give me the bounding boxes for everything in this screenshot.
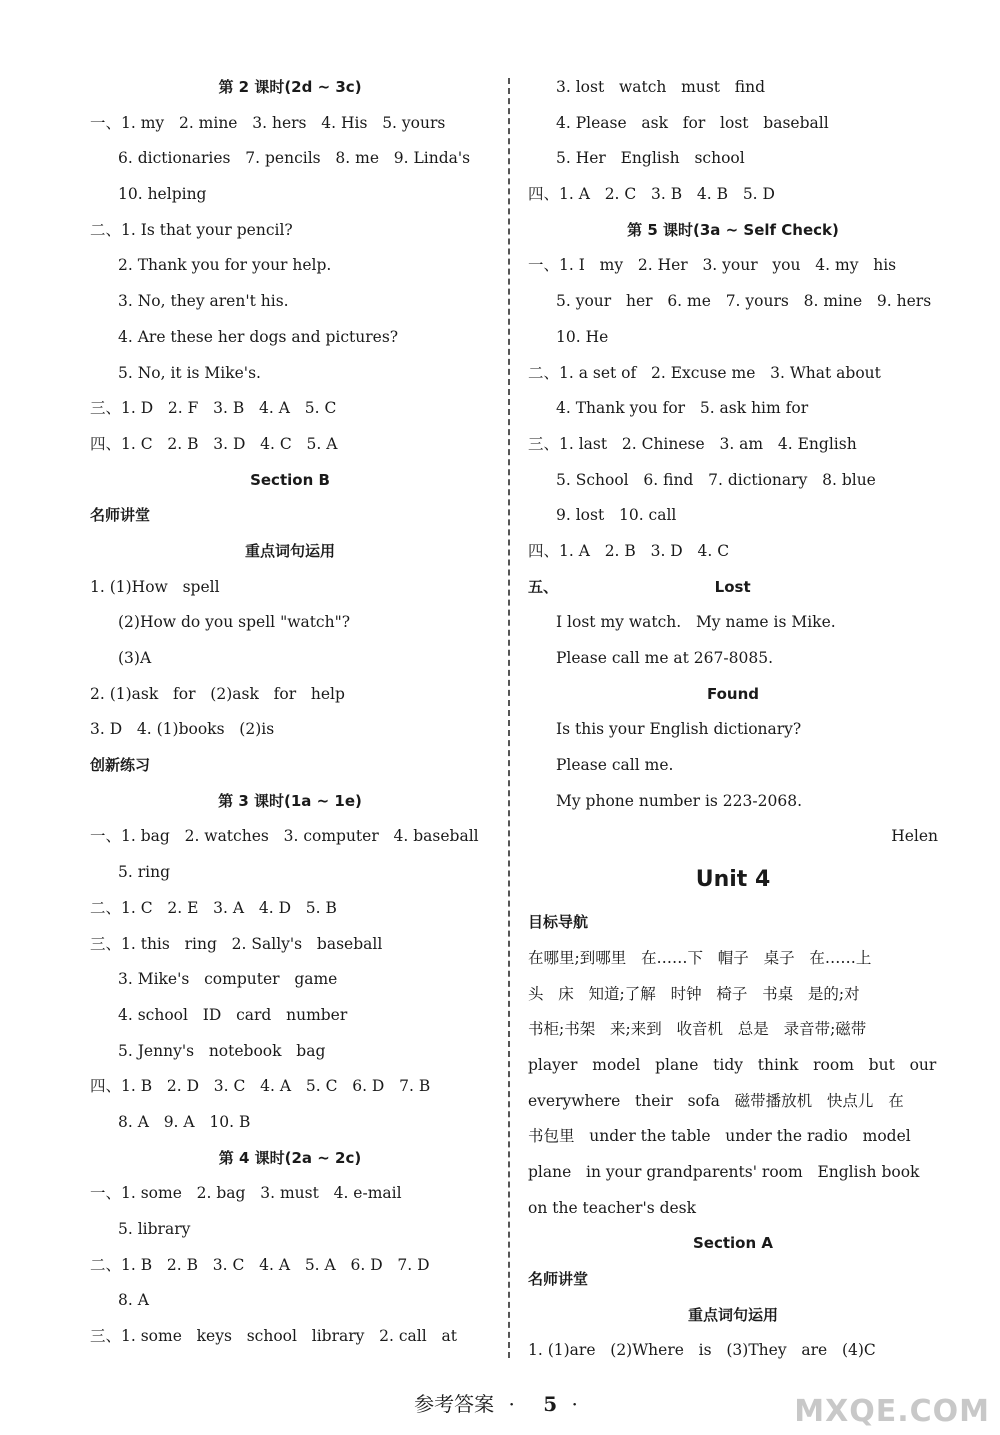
left-line: 三、1. D 2. F 3. B 4. A 5. C <box>90 399 337 418</box>
left-line: 四、1. B 2. D 3. C 4. A 5. C 6. D 7. B <box>90 1077 431 1096</box>
left-line: (3)A <box>118 649 152 667</box>
right-line: Found <box>706 684 760 703</box>
right-line: 五、 Lost <box>528 577 751 596</box>
right-line: 在哪里;到哪里 在……下 帽子 桌子 在……上 <box>528 948 872 967</box>
right-line: 1. (1)are (2)Where is (3)They are (4)C <box>528 1341 876 1360</box>
footer-dot-2: · <box>571 1392 578 1416</box>
right-line: 四、1. A 2. C 3. B 4. B 5. D <box>528 185 775 204</box>
left-line: 8. A 9. A 10. B <box>118 1112 251 1131</box>
right-line: player model plane tidy think room but our <box>528 1055 937 1074</box>
right-line: 头 床 知道;了解 时钟 椅子 书桌 是的;对 <box>528 984 860 1003</box>
left-line: 5. No, it is Mike's. <box>118 363 261 382</box>
left-line: 8. A <box>118 1291 149 1310</box>
right-line: 5. School 6. find 7. dictionary 8. blue <box>556 470 876 489</box>
right-line: Is this your English dictionary? <box>556 720 802 739</box>
right-line: 5. your her 6. me 7. yours 8. mine 9. hers <box>556 292 932 311</box>
right-line: 重点词句运用 <box>687 1305 778 1324</box>
left-line: 5. ring <box>118 863 170 882</box>
left-line: 第 3 课时(1a ~ 1e) <box>218 791 362 810</box>
column-divider <box>508 78 510 1358</box>
watermark: MXQE.COM <box>794 1394 990 1429</box>
right-line: everywhere their sofa 磁带播放机 快点儿 在 <box>528 1091 904 1110</box>
right-line: on the teacher's desk <box>528 1198 697 1217</box>
left-line: 一、1. bag 2. watches 3. computer 4. baseball <box>90 827 479 846</box>
right-line: 9. lost 10. call <box>556 506 677 525</box>
right-line: I lost my watch. My name is Mike. <box>556 613 836 632</box>
left-line: 二、1. B 2. B 3. C 4. A 5. A 6. D 7. D <box>90 1255 430 1274</box>
left-line: 创新练习 <box>90 756 151 775</box>
left-line: 2. (1)ask for (2)ask for help <box>90 684 345 703</box>
right-line: 4. Thank you for 5. ask him for <box>556 399 809 418</box>
right-line: Please call me at 267-8085. <box>556 649 774 667</box>
left-line: 1. (1)How spell <box>90 577 220 596</box>
left-line: 二、1. C 2. E 3. A 4. D 5. B <box>90 898 337 917</box>
left-line: 第 4 课时(2a ~ 2c) <box>218 1148 362 1167</box>
left-line: 3. Mike's computer game <box>118 970 338 989</box>
right-line: plane in your grandparents' room English book <box>528 1162 920 1181</box>
left-line: 三、1. this ring 2. Sally's baseball <box>90 934 383 953</box>
right-column <box>528 70 938 1369</box>
left-line: 4. school ID card number <box>118 1005 348 1024</box>
right-line: 名师讲堂 <box>528 1270 589 1288</box>
right-line: My phone number is 223-2068. <box>556 791 803 810</box>
left-line: 6. dictionaries 7. pencils 8. me 9. Linda's <box>118 149 471 168</box>
left-line: 3. D 4. (1)books (2)is <box>90 720 275 739</box>
left-line: 第 2 课时(2d ~ 3c) <box>218 78 362 96</box>
right-line: 书柜;书架 来;来到 收音机 总是 录音带;磁带 <box>528 1020 867 1039</box>
right-line: Unit 4 <box>695 867 771 893</box>
left-line: 2. Thank you for your help. <box>118 256 332 275</box>
right-line: 一、1. I my 2. Her 3. your you 4. my his <box>528 256 897 275</box>
left-line: (2)How do you spell "watch"? <box>118 613 351 632</box>
left-line: 3. No, they aren't his. <box>118 292 289 311</box>
left-line: 一、1. some 2. bag 3. must 4. e-mail <box>90 1184 402 1203</box>
right-line: Section A <box>693 1234 773 1253</box>
right-line: 书包里 under the table under the radio model <box>528 1127 911 1146</box>
left-line: 四、1. C 2. B 3. D 4. C 5. A <box>90 434 338 453</box>
footer-dot: · <box>508 1392 515 1416</box>
right-line: 二、1. a set of 2. Excuse me 3. What about <box>528 363 881 382</box>
left-line: Section B <box>250 470 330 489</box>
right-line: 10. He <box>556 327 609 346</box>
left-column <box>90 70 490 1355</box>
left-line: 重点词句运用 <box>244 541 335 560</box>
right-line: 第 5 课时(3a ~ Self Check) <box>627 220 839 239</box>
footer-label: 参考答案 <box>414 1392 495 1416</box>
left-line: 10. helping <box>118 185 207 204</box>
right-line: 三、1. last 2. Chinese 3. am 4. English <box>528 434 857 453</box>
right-line: 目标导航 <box>528 913 589 932</box>
left-line: 5. Jenny's notebook bag <box>118 1041 326 1060</box>
right-line: 四、1. A 2. B 3. D 4. C <box>528 541 730 560</box>
right-line: Helen <box>891 827 938 846</box>
right-line: 4. Please ask for lost baseball <box>556 113 829 132</box>
left-line: 5. library <box>118 1220 191 1238</box>
right-line: Please call me. <box>556 756 674 775</box>
left-line: 二、1. Is that your pencil? <box>90 220 293 239</box>
right-line: 5. Her English school <box>556 149 745 168</box>
left-line: 三、1. some keys school library 2. call at <box>90 1327 457 1346</box>
left-line: 一、1. my 2. mine 3. hers 4. His 5. yours <box>90 113 446 132</box>
left-line: 4. Are these her dogs and pictures? <box>118 327 399 346</box>
page-number: 5 <box>543 1392 558 1416</box>
right-line: 3. lost watch must find <box>556 78 766 96</box>
left-line: 名师讲堂 <box>90 506 151 525</box>
